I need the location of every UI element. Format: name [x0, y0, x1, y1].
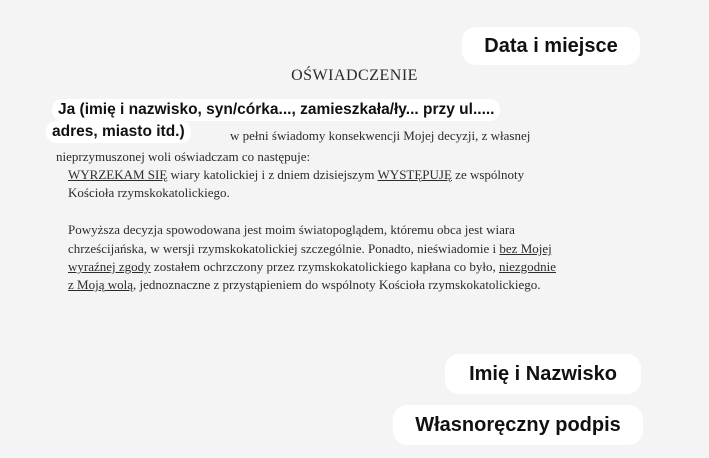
- my-will-phrase: z Moją wolą: [68, 277, 133, 292]
- paragraph-2-line-3: [68, 259, 556, 275]
- date-place-label: Data i miejsce: [462, 27, 640, 65]
- explicit-consent-phrase: wyraźnej zgody: [68, 259, 151, 274]
- leave-phrase: WYSTĘPUJĘ: [377, 167, 452, 182]
- paragraph-2-line-2: [68, 241, 552, 257]
- name-address-overlay-line-1: Ja (imię i nazwisko, syn/córka..., zamieszkała/ły... przy ul.....: [52, 99, 500, 121]
- without-consent-phrase: bez Mojej: [499, 241, 552, 256]
- statement-line-3-mid: wiary katolickiej i z dniem dzisiejszym: [167, 167, 378, 182]
- document-title: OŚWIADCZENIE: [291, 67, 418, 84]
- paragraph-2-line-1: Powyższa decyzja spowodowana jest moim światopoglądem, któremu obca jest wiara: [68, 222, 515, 237]
- name-address-overlay-line-2: adres, miasto itd.): [46, 121, 191, 143]
- statement-line-2: nieprzymuszonej woli oświadczam co następuje:: [56, 149, 311, 164]
- paragraph-2-line-4: [68, 277, 541, 293]
- renounce-phrase: WYRZEKAM SIĘ: [68, 167, 168, 182]
- statement-line-3-end: ze wspólnoty: [451, 167, 525, 182]
- paragraph-2-line-3-mid: zostałem ochrzczony przez rzymskokatolickiego kapłana co było,: [150, 259, 500, 274]
- name-surname-label: Imię i Nazwisko: [445, 354, 641, 394]
- contrary-phrase: niezgodnie: [499, 259, 557, 274]
- signature-label: Własnoręczny podpis: [393, 405, 643, 445]
- statement-line-4: Kościoła rzymskokatolickiego.: [68, 185, 230, 200]
- paragraph-2-line-2-start: chrześcijańska, w wersji rzymskokatolickiej szczególnie. Ponadto, nieświadomie i: [68, 241, 500, 256]
- paragraph-2-line-4-end: , jednoznaczne z przystąpieniem do wspólnoty Kościoła rzymskokatolickiego.: [132, 277, 541, 292]
- statement-line-3: [68, 167, 524, 183]
- statement-line-1-tail: w pełni świadomy konsekwencji Mojej decyzji, z własnej: [230, 128, 531, 143]
